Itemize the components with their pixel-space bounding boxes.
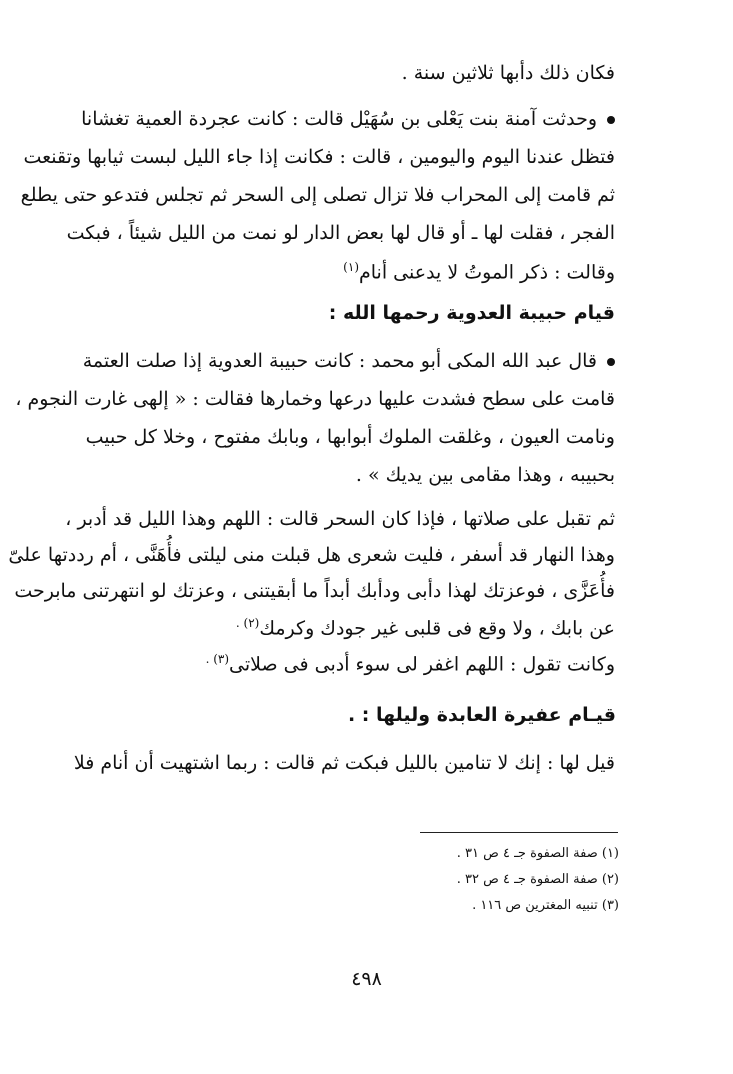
text-line: وكانت تقول : اللهم اغفر لى سوء أدبى فى صلاتى$^{(٣) .}$ xyxy=(205,652,615,676)
footnote-3: (٣) تنبيه المغترين ص ١١٦ . xyxy=(472,898,619,913)
text-line: عن بابك ، ولا وقع فى قلبى غير جودك وكرمك$^{(٢) .}$ xyxy=(235,616,615,640)
text-line: ثم قامت إلى المحراب فلا تزال تصلى إلى السحر ثم تجلس فتدعو حتى يطلع xyxy=(20,184,615,206)
bullet-icon xyxy=(607,358,615,366)
footnote-ref: (١) xyxy=(343,260,359,274)
text-line: وحدثت آمنة بنت يَعْلى بن سُهَيْل قالت : كانت عجردة العمية تغشانا xyxy=(95,108,615,130)
text-line: قامت على سطح فشدت عليها درعها وخمارها فقالت : « إلهى غارت النجوم ، xyxy=(15,388,615,410)
bullet-icon xyxy=(607,116,615,124)
text-line: بحبيبه ، وهذا مقامى بين يديك » . xyxy=(355,464,615,486)
paragraph-3 xyxy=(15,350,615,510)
text-line: ونامت العيون ، وغلقت الملوك أبوابها ، وبابك مفتوح ، وخلا كل حبيب xyxy=(85,426,615,448)
footnote-ref: (٢) . xyxy=(235,616,260,630)
text-line: قيل لها : إنك لا تنامين بالليل فبكت ثم قالت : ربما اشتهيت أن أنام فلا xyxy=(73,752,615,774)
text-line: ثم تقبل على صلاتها ، فإذا كان السحر قالت : اللهم وهذا الليل قد أدبر ، xyxy=(65,508,615,530)
text-line: فأُعَزَّى ، فوعزتك لهذا دأبى ودأبك أبداً ما أبقيتنى ، وعزتك لو انتهرتنى مابرحت xyxy=(14,580,615,602)
text-line: وقالت : ذكر الموتُ لا يدعنى أنام$^{(١)}$ xyxy=(343,260,615,284)
footnote-2: (٢) صفة الصفوة جـ ٤ ص ٣٢ . xyxy=(456,872,619,887)
text-line: فكان ذلك دأبها ثلاثين سنة . xyxy=(401,62,615,84)
page-number: ٤٩٨ xyxy=(351,968,382,990)
footnote-1: (١) صفة الصفوة جـ ٤ ص ٣١ . xyxy=(456,846,619,861)
section-heading: قيام حبيبة العدوية رحمها الله : xyxy=(328,302,615,324)
footnote-divider xyxy=(420,832,618,833)
section-heading: قيـام عفيرة العابدة وليلها : . xyxy=(347,704,616,726)
paragraph-4 xyxy=(8,508,615,658)
paragraph-1 xyxy=(95,62,615,92)
text-line: وهذا النهار قد أسفر ، فليت شعرى هل قبلت منى ليلتى فأُهَنَّى ، أم رددتها علىّ xyxy=(8,544,615,566)
paragraph-5 xyxy=(95,652,615,684)
footnote-ref: (٣) . xyxy=(205,652,230,666)
text-line: قال عبد الله المكى أبو محمد : كانت حبيبة العدوية إذا صلت العتمة xyxy=(95,350,615,372)
paragraph-6 xyxy=(73,752,615,784)
text-line: فتظل عندنا اليوم واليومين ، قالت : فكانت إذا جاء الليل لبست ثيابها وتقنعت xyxy=(23,146,615,168)
paragraph-2 xyxy=(20,108,615,298)
text-line: الفجر ، فقلت لها ـ أو قال لها بعض الدار لو نمت من الليل شيئاً ، فبكت xyxy=(66,222,615,244)
